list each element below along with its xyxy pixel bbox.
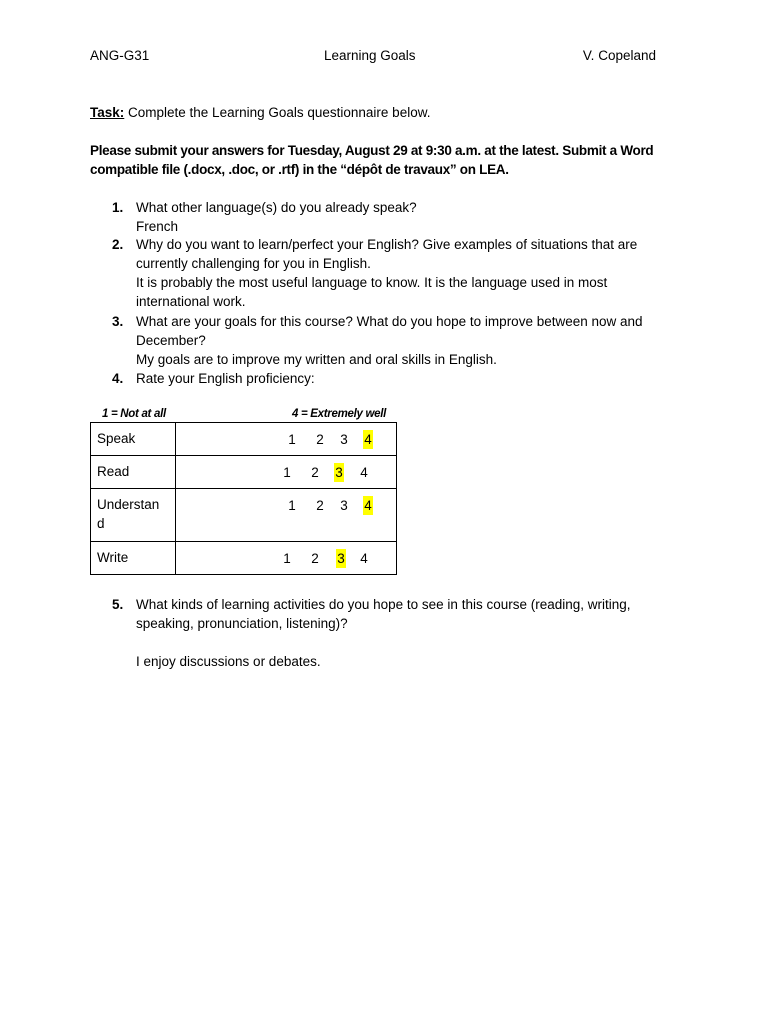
skill-label: Read bbox=[91, 456, 176, 489]
rating-option-1[interactable]: 1 bbox=[288, 498, 296, 513]
table-row bbox=[91, 456, 397, 489]
skill-label: Write bbox=[91, 542, 176, 575]
question-text: What other language(s) do you already speak? bbox=[136, 200, 417, 215]
rating-option-1[interactable]: 1 bbox=[283, 465, 291, 480]
rating-cell[interactable] bbox=[176, 423, 397, 456]
course-code: ANG-G31 bbox=[90, 48, 150, 63]
rating-cell[interactable] bbox=[176, 542, 397, 575]
table-row bbox=[91, 423, 397, 456]
rating-option-1[interactable]: 1 bbox=[283, 551, 291, 566]
rating-option-3-selected[interactable]: 3 bbox=[337, 551, 345, 566]
table-row bbox=[91, 489, 397, 542]
question-1 bbox=[112, 198, 672, 236]
rating-option-3-selected[interactable]: 3 bbox=[335, 465, 343, 480]
question-4 bbox=[112, 369, 672, 388]
rating-scale-legend bbox=[90, 405, 400, 421]
question-number: 1. bbox=[112, 200, 124, 215]
task-label: Task: bbox=[90, 105, 125, 120]
rating-option-2[interactable]: 2 bbox=[311, 465, 319, 480]
rating-option-2[interactable]: 2 bbox=[316, 432, 324, 447]
rating-option-2[interactable]: 2 bbox=[311, 551, 319, 566]
rating-option-4[interactable]: 4 bbox=[360, 551, 368, 566]
table-row bbox=[91, 542, 397, 575]
answer-text[interactable]: It is probably the most useful language to know. It is the language used in most international work. bbox=[136, 275, 608, 309]
question-3 bbox=[112, 312, 672, 369]
scale-low-label: 1 = Not at all bbox=[102, 408, 166, 420]
rating-option-2[interactable]: 2 bbox=[316, 498, 324, 513]
page-header bbox=[90, 46, 656, 65]
skill-label: Understan d bbox=[91, 489, 176, 542]
rating-option-3[interactable]: 3 bbox=[340, 432, 348, 447]
question-number: 4. bbox=[112, 371, 124, 386]
document-title: Learning Goals bbox=[324, 48, 416, 63]
scale-high-label: 4 = Extremely well bbox=[292, 408, 387, 420]
proficiency-table bbox=[90, 422, 397, 575]
task-instruction bbox=[90, 103, 670, 122]
rating-option-3[interactable]: 3 bbox=[340, 498, 348, 513]
answer-text[interactable]: French bbox=[136, 219, 179, 234]
question-text: What are your goals for this course? What do you hope to improve between now and December? bbox=[136, 314, 643, 348]
rating-cell[interactable] bbox=[176, 456, 397, 489]
rating-option-4[interactable]: 4 bbox=[360, 465, 368, 480]
question-text: Why do you want to learn/perfect your English? Give examples of situations that are currently challenging for you in English. bbox=[136, 237, 638, 271]
question-number: 2. bbox=[112, 237, 124, 252]
submission-note: Please submit your answers for Tuesday, August 29 at 9:30 a.m. at the latest. Submit a Word compatible file (.docx, .doc, or .rtf) in the “dépôt de travaux” on LEA. bbox=[90, 143, 654, 177]
task-text: Complete the Learning Goals questionnaire below. bbox=[124, 105, 431, 120]
question-number: 5. bbox=[112, 597, 124, 612]
author-name: V. Copeland bbox=[582, 48, 656, 63]
rating-option-1[interactable]: 1 bbox=[288, 432, 296, 447]
rating-cell[interactable] bbox=[176, 489, 397, 542]
question-number: 3. bbox=[112, 314, 124, 329]
rating-option-4-selected[interactable]: 4 bbox=[364, 432, 372, 447]
skill-label: Speak bbox=[91, 423, 176, 456]
question-text: Rate your English proficiency: bbox=[136, 371, 315, 386]
question-text: What kinds of learning activities do you hope to see in this course (reading, writing, speaking, pronunciation, listening)? bbox=[136, 597, 631, 631]
question-5 bbox=[112, 595, 672, 671]
rating-option-4-selected[interactable]: 4 bbox=[364, 498, 372, 513]
answer-text[interactable]: My goals are to improve my written and oral skills in English. bbox=[136, 352, 497, 367]
question-2 bbox=[112, 235, 672, 311]
answer-text[interactable]: I enjoy discussions or debates. bbox=[136, 654, 321, 669]
